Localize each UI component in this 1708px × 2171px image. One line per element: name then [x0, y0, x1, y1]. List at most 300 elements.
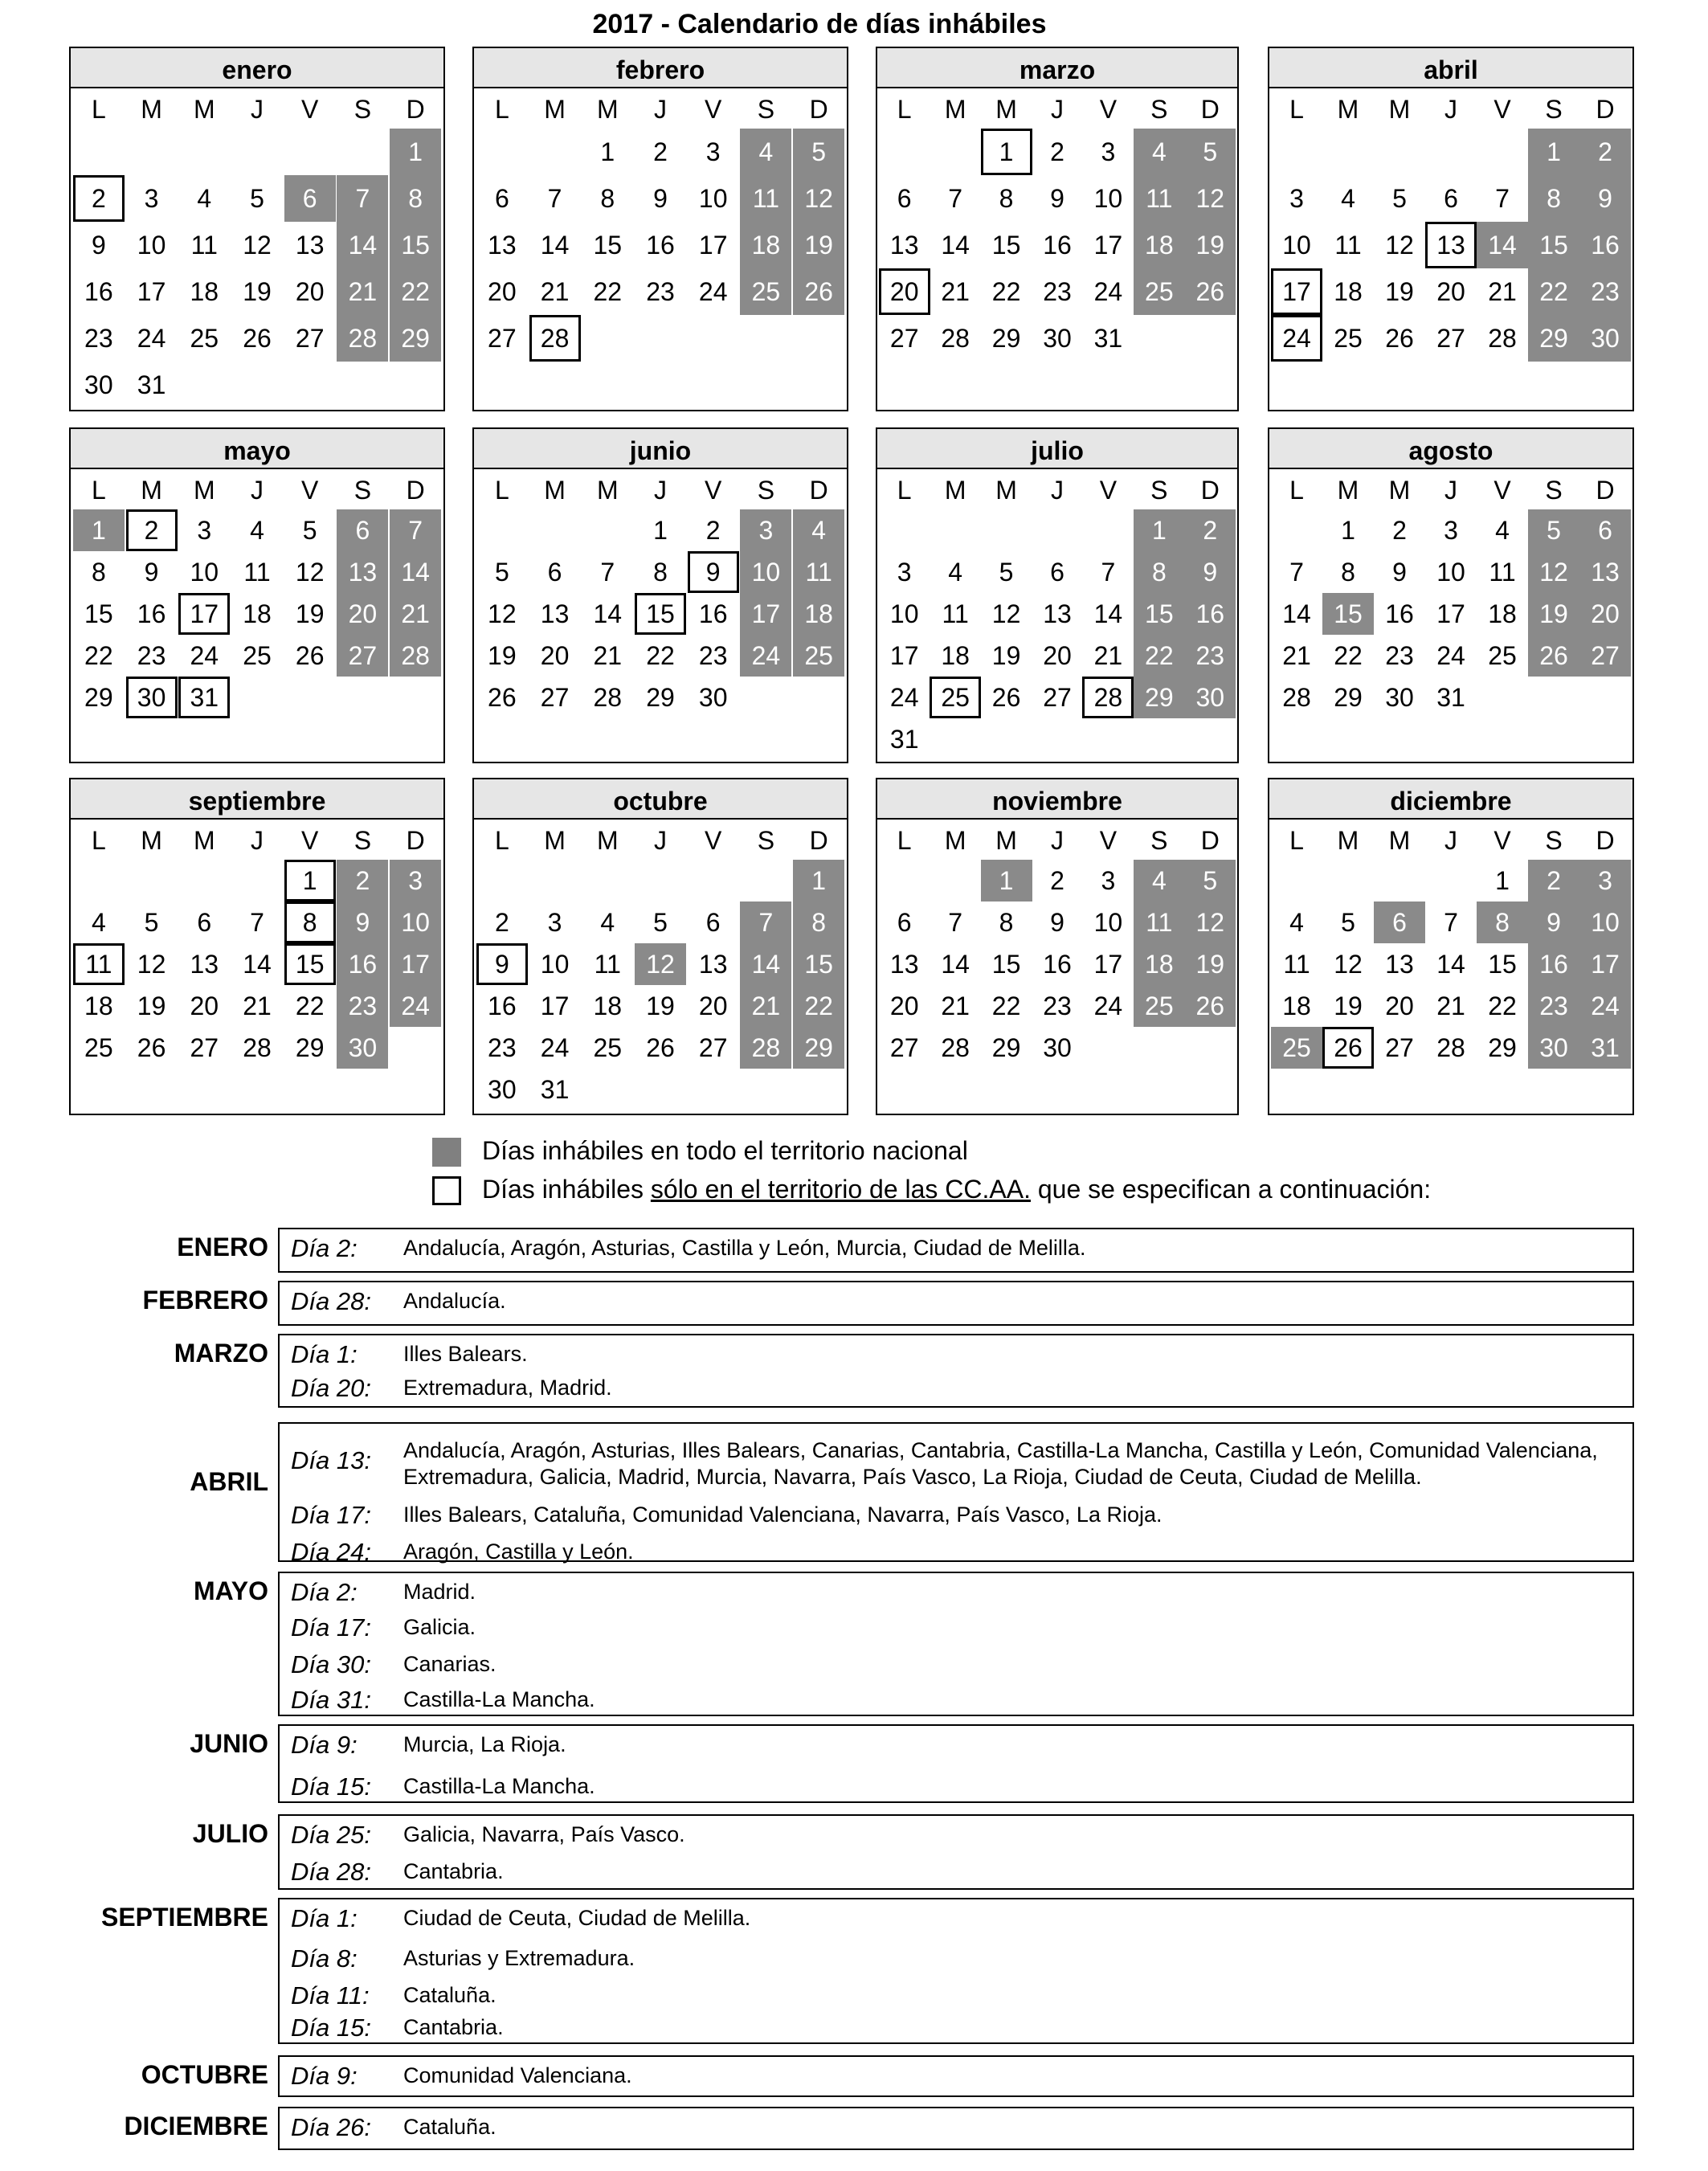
day-cell: 7 [1101, 558, 1116, 587]
day-cell: 5 [1528, 509, 1579, 551]
day-cell: 31 [137, 370, 166, 399]
weekday-label: D [809, 95, 828, 124]
weekday-header [877, 820, 1237, 860]
day-cell: 26 [793, 268, 844, 315]
holiday-regions: Cantabria. [403, 2015, 504, 2039]
weekday-label: L [1289, 476, 1304, 505]
day-cell: 7 [337, 175, 388, 222]
day-cell: 17 [740, 593, 791, 635]
day-cell: 21 [337, 268, 388, 315]
calendar-grid [69, 47, 1634, 1112]
day-cell: 6 [494, 184, 509, 213]
day-cell: 6 [1579, 509, 1631, 551]
month-title: agosto [1269, 429, 1632, 469]
holiday-regions: Murcia, La Rioja. [403, 1732, 566, 1756]
day-cell: 28 [390, 635, 441, 677]
day-cell: 18 [1488, 599, 1517, 628]
legend-regional-suffix: que se especifican a continuación: [1030, 1175, 1432, 1204]
day-cell: 16 [1043, 231, 1072, 260]
regional-holidays-list [69, 1228, 1634, 2160]
day-cell: 17 [540, 991, 570, 1020]
holiday-day: Día 2: [291, 1578, 358, 1606]
day-cell: 12 [1184, 902, 1236, 943]
day-cell: 21 [740, 985, 791, 1027]
day-cell: 26 [1322, 1027, 1374, 1069]
day-cell: 19 [646, 991, 675, 1020]
day-cell: 22 [793, 985, 844, 1027]
day-cell: 28 [529, 315, 581, 362]
month-septiembre [69, 778, 445, 1115]
day-cell: 27 [190, 1033, 219, 1062]
day-cell: 14 [1436, 950, 1465, 979]
holiday-regions: Extremadura, Madrid. [403, 1376, 612, 1400]
day-cell: 15 [793, 943, 844, 985]
day-cell: 13 [1385, 950, 1414, 979]
month-holiday-box [278, 1572, 1634, 1716]
day-cell: 26 [646, 1033, 675, 1062]
month-holiday-box [278, 1228, 1634, 1273]
day-cell: 9 [144, 558, 159, 587]
weekday-label: J [1051, 95, 1064, 124]
day-cell: 14 [540, 231, 570, 260]
day-cell: 5 [144, 908, 159, 937]
day-cell: 7 [948, 184, 963, 213]
day-cell: 24 [390, 985, 441, 1027]
day-cell: 28 [740, 1027, 791, 1069]
weekday-label: S [353, 476, 372, 505]
weekday-label: M [1337, 826, 1359, 855]
day-cell: 23 [1385, 641, 1414, 670]
day-cell: 4 [197, 184, 212, 213]
day-cell: 28 [243, 1033, 272, 1062]
weekday-label: S [353, 95, 372, 124]
day-cell: 24 [540, 1033, 570, 1062]
day-cell: 13 [889, 231, 919, 260]
day-cell: 30 [488, 1075, 517, 1104]
weekday-label: M [995, 476, 1017, 505]
weekday-label: J [1444, 95, 1457, 124]
holiday-regions: Cataluña. [403, 2115, 496, 2139]
day-cell: 1 [981, 129, 1032, 175]
weekday-label: D [406, 826, 425, 855]
month-entry [69, 1572, 1634, 1716]
day-cell: 8 [999, 184, 1014, 213]
day-cell: 7 [948, 908, 963, 937]
weekday-label: M [1388, 826, 1411, 855]
day-cell: 21 [1488, 277, 1517, 306]
month-entry [69, 1281, 1634, 1326]
day-cell: 9 [91, 231, 106, 260]
holiday-day: Día 17: [291, 1613, 371, 1642]
day-cell: 22 [295, 991, 325, 1020]
day-cell: 30 [126, 677, 178, 718]
day-cell: 29 [1488, 1033, 1517, 1062]
weekday-header [474, 469, 847, 509]
holiday-day: Día 28: [291, 1287, 371, 1315]
month-holiday-box [278, 1814, 1634, 1890]
day-cell: 14 [941, 231, 970, 260]
day-cell: 17 [1579, 943, 1631, 985]
weekday-label: S [757, 95, 775, 124]
day-cell: 6 [1050, 558, 1064, 587]
day-cell: 5 [250, 184, 264, 213]
day-cell: 22 [84, 641, 113, 670]
weekday-label: D [1596, 826, 1615, 855]
weekday-header [474, 88, 847, 129]
weekday-label: M [141, 476, 162, 505]
day-cell: 31 [889, 725, 919, 754]
day-cell: 25 [793, 635, 844, 677]
day-cell: 1 [1134, 509, 1185, 551]
month-octubre [472, 778, 848, 1115]
day-cell: 22 [390, 268, 441, 315]
day-cell: 26 [243, 324, 272, 353]
holiday-regions: Andalucía, Aragón, Asturias, Castilla y León, Murcia, Ciudad de Melilla. [403, 1236, 1086, 1260]
holiday-day: Día 15: [291, 2014, 371, 2042]
day-cell: 15 [1322, 593, 1374, 635]
day-cell: 15 [1488, 950, 1517, 979]
day-cell: 13 [295, 231, 325, 260]
day-cell: 7 [1495, 184, 1510, 213]
day-cell: 20 [540, 641, 570, 670]
day-cell: 29 [991, 324, 1021, 353]
day-cell: 27 [540, 683, 570, 712]
weekday-header [71, 469, 443, 509]
day-cell: 30 [1043, 1033, 1072, 1062]
day-cell: 29 [793, 1027, 844, 1069]
month-mayo [69, 427, 445, 763]
day-cell: 30 [84, 370, 113, 399]
day-cell: 12 [243, 231, 272, 260]
weekday-label: M [596, 95, 619, 124]
day-cell: 4 [91, 908, 106, 937]
gray-swatch-icon [432, 1138, 461, 1167]
day-cell: 17 [1093, 231, 1123, 260]
day-cell: 2 [1528, 860, 1579, 902]
day-cell: 1 [653, 516, 668, 545]
day-cell: 14 [1093, 599, 1123, 628]
month-name: MAYO [193, 1576, 268, 1605]
day-cell: 18 [1334, 277, 1363, 306]
day-cell: 16 [1528, 943, 1579, 985]
day-cell: 22 [593, 277, 623, 306]
day-cell: 25 [740, 268, 791, 315]
day-cell: 15 [390, 222, 441, 268]
day-cell: 23 [1043, 991, 1072, 1020]
weekday-header [474, 820, 847, 860]
day-cell: 25 [84, 1033, 113, 1062]
month-name: SEPTIEMBRE [100, 1903, 268, 1932]
day-cell: 1 [793, 860, 844, 902]
day-cell: 28 [1436, 1033, 1465, 1062]
day-cell: 12 [488, 599, 517, 628]
day-cell: 29 [1528, 315, 1579, 362]
day-cell: 28 [941, 324, 970, 353]
day-cell: 19 [991, 641, 1021, 670]
day-cell: 11 [740, 175, 791, 222]
day-cell: 9 [1579, 175, 1631, 222]
holiday-day: Día 1: [291, 1904, 358, 1932]
weekday-header [877, 469, 1237, 509]
day-cell: 4 [1134, 860, 1185, 902]
day-cell: 9 [1184, 551, 1236, 593]
day-cell: 3 [144, 184, 159, 213]
day-cell: 20 [879, 268, 930, 315]
weekday-label: D [406, 95, 425, 124]
month-entry [69, 1334, 1634, 1408]
weekday-label: S [757, 826, 775, 855]
weekday-header [71, 88, 443, 129]
day-cell: 3 [705, 137, 721, 166]
day-cell: 20 [295, 277, 325, 306]
day-cell: 22 [991, 991, 1021, 1020]
day-cell: 15 [635, 593, 686, 635]
day-cell: 12 [1528, 551, 1579, 593]
weekday-label: M [544, 95, 566, 124]
day-cell: 17 [698, 231, 728, 260]
day-cell: 9 [1528, 902, 1579, 943]
day-cell: 4 [1495, 516, 1510, 545]
weekday-label: S [1150, 476, 1168, 505]
day-cell: 21 [941, 991, 970, 1020]
day-cell: 3 [1101, 866, 1116, 895]
day-cell: 3 [1101, 137, 1116, 166]
day-cell: 6 [547, 558, 562, 587]
day-cell: 1 [1528, 129, 1579, 175]
holiday-day: Día 11: [291, 1981, 370, 2010]
weekday-label: M [995, 826, 1017, 855]
weekday-label: L [897, 95, 912, 124]
day-cell: 2 [1050, 137, 1064, 166]
weekday-label: J [654, 826, 667, 855]
day-cell: 12 [793, 175, 844, 222]
day-cell: 20 [698, 991, 728, 1020]
day-cell: 12 [295, 558, 325, 587]
weekday-label: D [1596, 476, 1615, 505]
day-cell: 6 [897, 908, 912, 937]
day-cell: 10 [137, 231, 166, 260]
day-cell: 27 [1436, 324, 1465, 353]
day-cell: 11 [243, 558, 271, 587]
day-cell: 7 [547, 184, 562, 213]
day-cell: 18 [1134, 222, 1185, 268]
day-cell: 26 [1184, 268, 1236, 315]
day-cell: 17 [889, 641, 919, 670]
holiday-regions: Andalucía. [403, 1289, 506, 1313]
day-cell: 6 [1374, 902, 1425, 943]
day-cell: 10 [540, 950, 570, 979]
weekday-label: V [1099, 826, 1118, 855]
weekday-label: S [1545, 95, 1563, 124]
day-cell: 8 [91, 558, 106, 587]
day-cell: 3 [740, 509, 791, 551]
day-cell: 23 [646, 277, 675, 306]
weekday-label: M [141, 95, 162, 124]
day-cell: 8 [1341, 558, 1355, 587]
weekday-label: M [1388, 476, 1411, 505]
month-julio [876, 427, 1239, 763]
weekday-label: M [544, 476, 566, 505]
day-cell: 20 [1385, 991, 1414, 1020]
day-cell: 12 [1385, 231, 1414, 260]
weekday-label: V [1099, 476, 1118, 505]
day-cell: 13 [1579, 551, 1631, 593]
day-cell: 11 [1489, 558, 1516, 587]
day-cell: 26 [1385, 324, 1414, 353]
day-cell: 29 [390, 315, 441, 362]
holiday-regions: Galicia, Navarra, País Vasco. [403, 1822, 685, 1846]
day-cell: 16 [1385, 599, 1414, 628]
day-cell: 7 [250, 908, 264, 937]
day-cell: 1 [284, 860, 336, 902]
day-cell: 22 [646, 641, 675, 670]
day-cell: 7 [600, 558, 615, 587]
day-cell: 7 [390, 509, 441, 551]
holiday-day: Día 9: [291, 1731, 358, 1759]
day-cell: 14 [740, 943, 791, 985]
day-cell: 10 [1282, 231, 1311, 260]
holiday-day: Día 24: [291, 1538, 371, 1566]
holiday-regions: Madrid. [403, 1580, 476, 1604]
weekday-label: V [1493, 95, 1511, 124]
day-cell: 20 [1436, 277, 1465, 306]
day-cell: 18 [190, 277, 219, 306]
month-name: JULIO [192, 1819, 268, 1848]
weekday-label: M [995, 95, 1017, 124]
weekday-label: L [91, 826, 106, 855]
day-cell: 16 [1579, 222, 1631, 268]
month-holiday-box [278, 1281, 1634, 1326]
day-cell: 12 [991, 599, 1021, 628]
weekday-header [877, 88, 1237, 129]
day-cell: 19 [793, 222, 844, 268]
day-cell: 21 [1282, 641, 1311, 670]
day-cell: 27 [1043, 683, 1072, 712]
weekday-label: J [251, 476, 264, 505]
day-cell: 15 [991, 231, 1021, 260]
day-cell: 3 [897, 558, 912, 587]
day-cell: 16 [1043, 950, 1072, 979]
day-cell: 11 [190, 231, 218, 260]
day-cell: 10 [1093, 908, 1123, 937]
day-cell: 15 [1134, 593, 1185, 635]
day-cell: 1 [73, 509, 125, 551]
weekday-label: J [1444, 826, 1457, 855]
day-cell: 10 [190, 558, 219, 587]
day-cell: 23 [1528, 985, 1579, 1027]
holiday-regions: Cantabria. [403, 1859, 504, 1883]
day-cell: 23 [488, 1033, 517, 1062]
weekday-label: V [1099, 95, 1118, 124]
day-cell: 11 [1283, 950, 1310, 979]
day-cell: 9 [476, 943, 528, 985]
day-cell: 15 [991, 950, 1021, 979]
day-cell: 23 [1043, 277, 1072, 306]
day-cell: 12 [137, 950, 166, 979]
day-cell: 21 [390, 593, 441, 635]
holiday-day: Día 8: [291, 1944, 358, 1973]
weekday-label: D [1200, 95, 1220, 124]
legend [431, 1135, 1555, 1208]
day-cell: 24 [1271, 315, 1322, 362]
month-holiday-box [278, 1334, 1634, 1408]
day-cell: 18 [243, 599, 272, 628]
day-cell: 6 [897, 184, 912, 213]
holiday-day: Día 9: [291, 2062, 358, 2090]
day-cell: 10 [1093, 184, 1123, 213]
day-cell: 18 [593, 991, 623, 1020]
day-cell: 29 [1334, 683, 1363, 712]
day-cell: 31 [178, 677, 230, 718]
day-cell: 14 [593, 599, 623, 628]
weekday-header [1269, 469, 1632, 509]
day-cell: 7 [740, 902, 791, 943]
day-cell: 26 [488, 683, 517, 712]
day-cell: 22 [1528, 268, 1579, 315]
day-cell: 18 [1134, 943, 1185, 985]
day-cell: 10 [1436, 558, 1465, 587]
holiday-regions: Canarias. [403, 1652, 496, 1676]
holiday-day: Día 15: [291, 1772, 371, 1801]
day-cell: 28 [1082, 677, 1134, 718]
day-cell: 8 [793, 902, 844, 943]
month-name: ABRIL [190, 1467, 268, 1496]
day-cell: 1 [981, 860, 1032, 902]
day-cell: 3 [1444, 516, 1458, 545]
day-cell: 9 [653, 184, 668, 213]
month-febrero [472, 47, 848, 411]
holiday-regions: Illes Balears. [403, 1342, 528, 1366]
day-cell: 4 [740, 129, 791, 175]
holiday-regions: Andalucía, Aragón, Asturias, Illes Balears, Canarias, Cantabria, Castilla-La Mancha, Castilla y León, Comunidad Valenciana, Extremadura, Galicia, Madrid, Murcia, Navarra, País Vasco, La Rioja, Ciudad de Ceuta, Ciudad de Melilla. [403, 1438, 1598, 1489]
day-cell: 23 [137, 641, 166, 670]
month-entry [69, 2055, 1634, 2097]
weekday-label: L [494, 95, 509, 124]
day-cell: 4 [948, 558, 963, 587]
month-name: DICIEMBRE [124, 2112, 268, 2140]
day-cell: 26 [295, 641, 325, 670]
weekday-label: J [251, 826, 264, 855]
weekday-label: D [1596, 95, 1615, 124]
day-cell: 18 [793, 593, 844, 635]
day-cell: 5 [494, 558, 509, 587]
month-name: JUNIO [190, 1729, 268, 1758]
day-cell: 29 [991, 1033, 1021, 1062]
day-cell: 20 [337, 593, 388, 635]
weekday-label: M [596, 476, 619, 505]
weekday-header [1269, 820, 1632, 860]
day-cell: 11 [1134, 902, 1185, 943]
weekday-label: S [353, 826, 372, 855]
day-cell: 30 [1528, 1027, 1579, 1069]
day-cell: 22 [1134, 635, 1185, 677]
month-name: FEBRERO [142, 1286, 268, 1314]
day-cell: 11 [942, 599, 969, 628]
day-cell: 24 [1093, 991, 1123, 1020]
month-agosto [1268, 427, 1634, 763]
day-cell: 24 [698, 277, 728, 306]
day-cell: 21 [1093, 641, 1123, 670]
day-cell: 13 [1043, 599, 1072, 628]
day-cell: 14 [337, 222, 388, 268]
day-cell: 14 [390, 551, 441, 593]
day-cell: 2 [126, 509, 178, 551]
day-cell: 3 [1289, 184, 1304, 213]
day-cell: 23 [1579, 268, 1631, 315]
day-cell: 1 [600, 137, 615, 166]
day-cell: 30 [337, 1027, 388, 1069]
day-cell: 27 [1385, 1033, 1414, 1062]
